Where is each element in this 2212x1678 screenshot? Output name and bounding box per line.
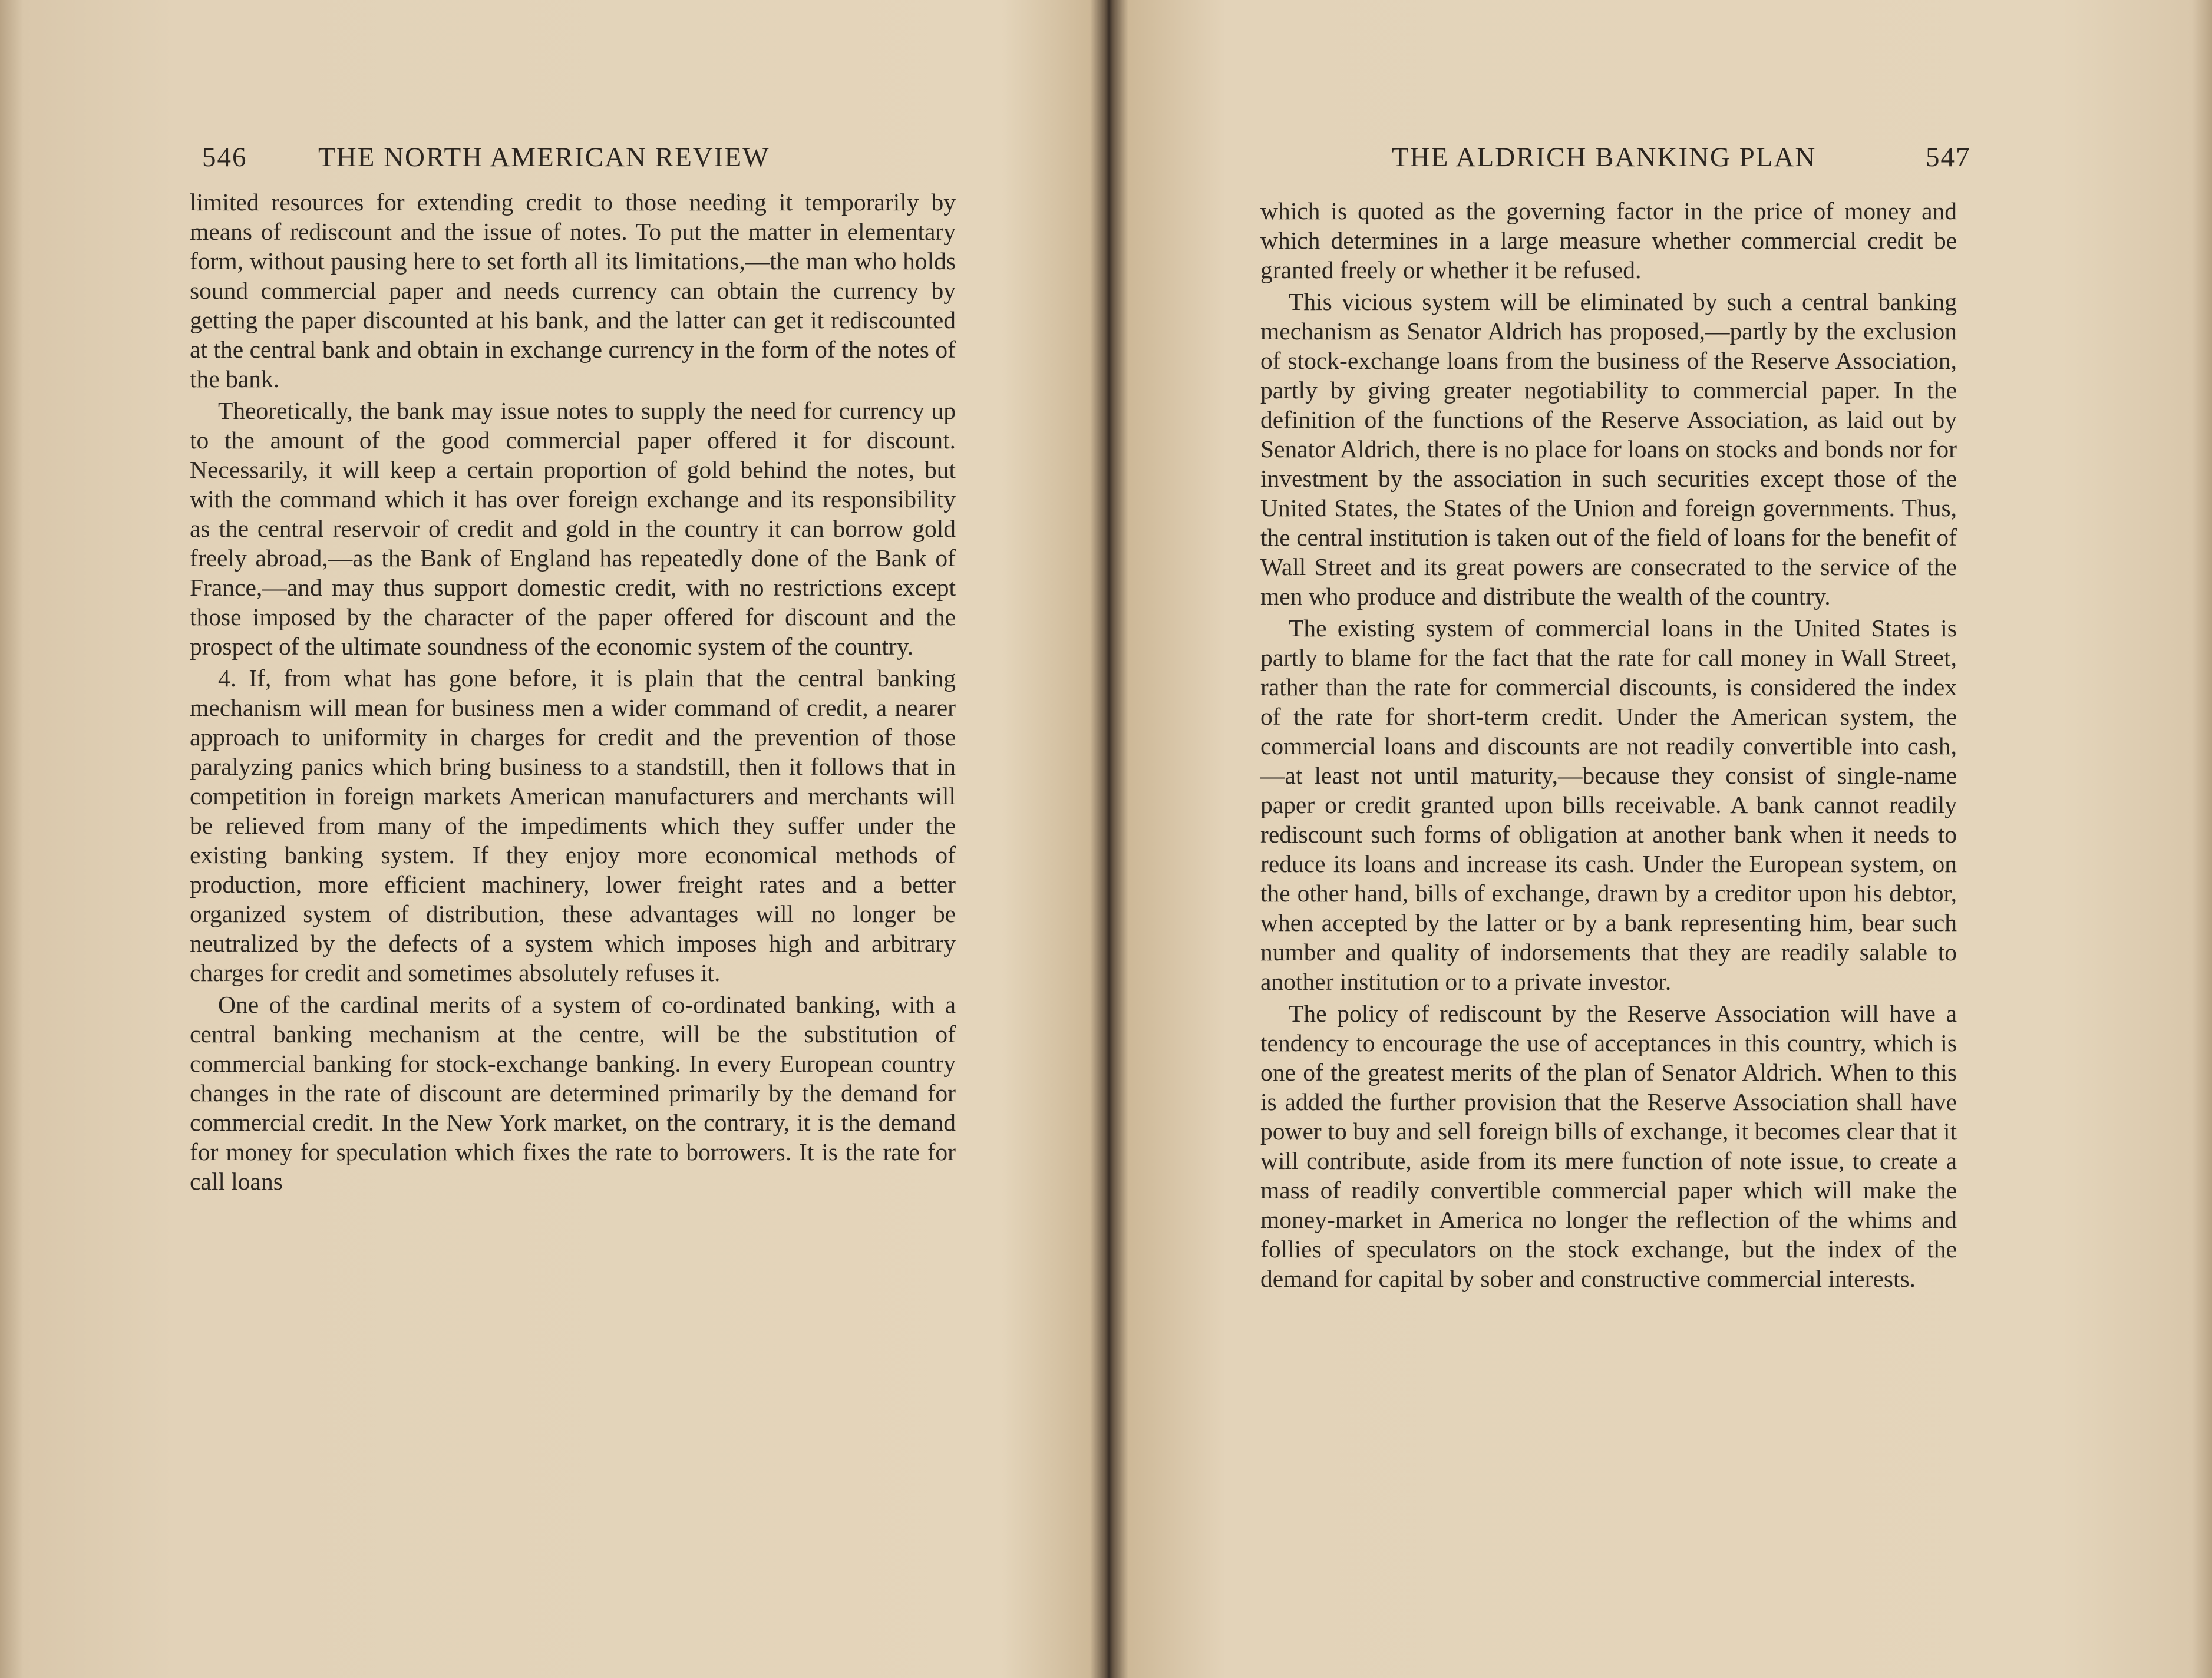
paragraph: which is quoted as the governing factor in the price of money and which determines in a large measure whether commercial credit be granted freely or whether it be refused.: [1260, 197, 1957, 283]
paragraph: Theoretically, the bank may issue notes to supply the need for currency up to the amount of the good commercial paper offered it for discount. Necessarily, it will keep a certain proportion of gold behind the notes, but with the command which it has over foreign exchange and its responsibility as the central reservoir of credit and gold in the country it can borrow gold freely abroad,—as the Bank of England has repeatedly done of the Bank of France,—and may thus support domestic credit, with no restrictions except those imposed by the character of the paper offered for discount and the prospect of the ultimate soundness of the economic system of the country.: [190, 397, 956, 660]
page-number: 546: [202, 142, 247, 173]
running-head: THE ALDRICH BANKING PLAN: [1392, 142, 1817, 173]
page-number: 547: [1926, 142, 1971, 173]
running-head: THE NORTH AMERICAN REVIEW: [318, 142, 770, 173]
page-body: [190, 187, 956, 1196]
page-body: [1260, 196, 1957, 1293]
paragraph: The existing system of commercial loans in the United States is partly to blame for the fact that the rate for call money in Wall Street, rather than the rate for commercial discounts, is considered the index of the rate for short-term credit. Under the American system, the commercial loans and discounts are not readily convertible into cash,—at least not until maturity,—because they consist of single-name paper or credit granted upon bills receivable. A bank cannot readily rediscount such forms of obligation at another bank when it needs to reduce its loans and increase its cash. Under the European system, on the other hand, bills of exchange, drawn by a creditor upon his debtor, when accepted by the latter or by a bank representing him, bear such number and quality of indorsements that they are readily salable to another institution or to a private investor.: [1260, 615, 1957, 995]
paragraph: The policy of rediscount by the Reserve Association will have a tendency to encourage the use of acceptances in this country, which is one of the greatest merits of the plan of Senator Aldrich. When to this is added the further provision that the Reserve Association shall have power to buy and sell foreign bills of exchange, it becomes clear that it will contribute, aside from its mere function of note issue, to create a mass of readily convertible commercial paper which will make the money-market in America no longer the reflection of the whims and follies of speculators on the stock exchange, but the index of the demand for capital by sober and constructive commercial interests.: [1260, 1000, 1957, 1292]
paragraph: One of the cardinal merits of a system of co-ordinated banking, with a central banking mechanism at the centre, will be the substitution of commercial banking for stock-exchange banking. In every European country changes in the rate of discount are determined primarily by the demand for commercial credit. In the New York market, on the contrary, it is the demand for money for speculation which fixes the rate to borrowers. It is the rate for call loans: [190, 991, 956, 1195]
paragraph: 4. If, from what has gone before, it is plain that the central banking mechanism will mean for business men a wider command of credit, a nearer approach to uniformity in charges for credit and the prevention of those paralyzing panics which bring business to a standstill, then it follows that in competition in foreign markets American manufacturers and merchants will be relieved from many of the impediments which they suffer under the existing banking system. If they enjoy more economical methods of production, more efficient machinery, lower freight rates and a better organized system of distribution, these advantages will no longer be neutralized by the defects of a system which imposes high and arbitrary charges for credit and sometimes absolutely refuses it.: [190, 665, 956, 986]
right-page: [1109, 0, 2212, 1678]
paragraph: limited resources for extending credit to those needing it temporarily by means of rediscount and the issue of notes. To put the matter in elementary form, without pausing here to set forth all its limitations,—the man who holds sound commercial paper and needs currency can obtain the currency by getting the paper discounted at his bank, and the latter can get it rediscounted at the central bank and obtain in exchange currency in the form of the notes of the bank.: [190, 189, 956, 392]
paragraph: This vicious system will be eliminated by such a central banking mechanism as Senator Aldrich has proposed,—partly by the exclusion of stock-exchange loans from the business of the Reserve Association, partly by giving greater negotiability to commercial paper. In the definition of the functions of the Reserve Association, as laid out by Senator Aldrich, there is no place for loans on stocks and bonds nor for investment by the association in such securities except those of the United States, the States of the Union and foreign governments. Thus, the central institution is taken out of the field of loans for the benefit of Wall Street and its great powers are consecrated to the service of the men who produce and distribute the wealth of the country.: [1260, 288, 1957, 610]
